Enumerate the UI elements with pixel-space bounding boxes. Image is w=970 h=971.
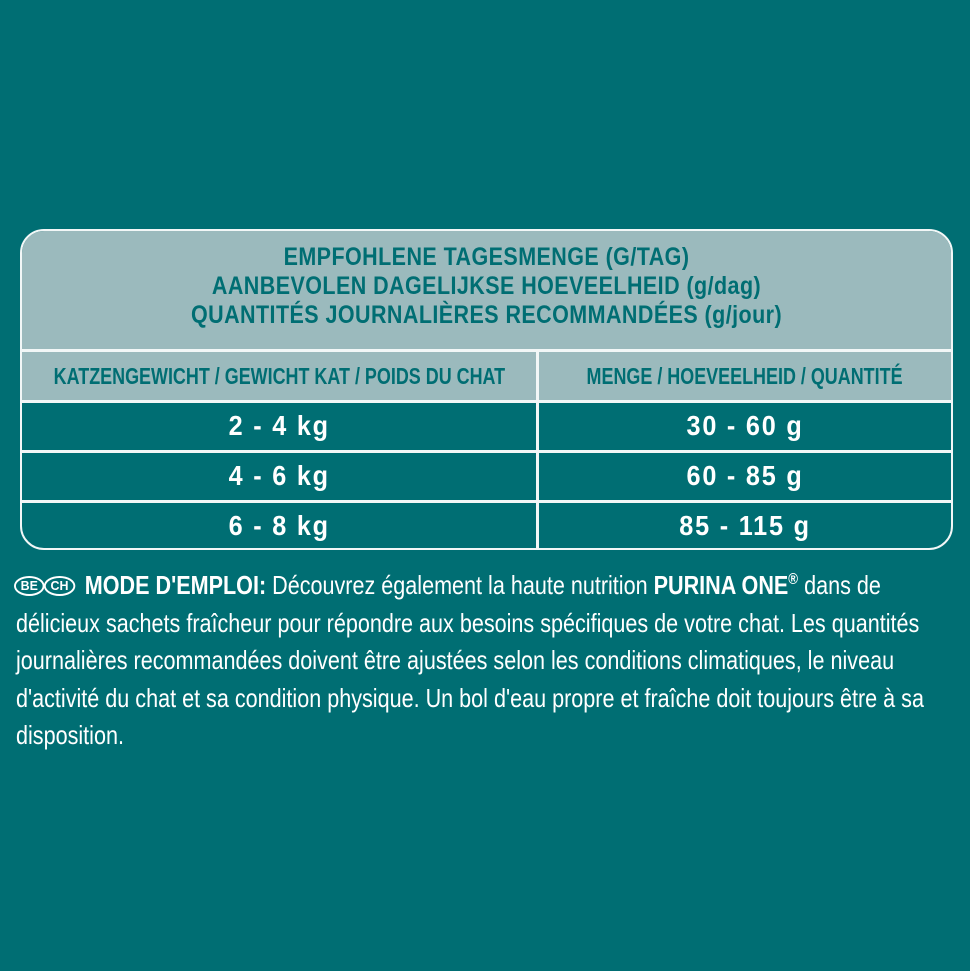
column-header-amount (539, 352, 951, 400)
amount-value: 60 - 85 g (686, 460, 804, 491)
feeding-table-title (22, 231, 951, 349)
weight-value: 2 - 4 kg (228, 410, 330, 441)
table-cell-amount (539, 452, 951, 500)
amount-value: 85 - 115 g (679, 510, 811, 541)
column-header-weight-label: KATZENGEWICHT / GEWICHT KAT / POIDS DU CHAT (53, 362, 505, 389)
table-cell-amount (539, 502, 951, 550)
table-cell-weight (22, 502, 536, 550)
amount-value: 30 - 60 g (686, 410, 804, 441)
instructions-text-continued: dans de délicieux sachets fraîcheur pour répondre aux besoins spécifiques de votre chat. Les quantités journalières recommandées doivent être ajustées selon les conditions climatiques, le niveau d'activité du chat et sa condition physique. Un bol d'eau propre et fraîche doit toujours être à sa disposition. (16, 570, 924, 750)
brand-name: PURINA ONE (653, 570, 789, 600)
instructions-paragraph (16, 561, 962, 755)
country-badges (16, 570, 76, 600)
country-badge-be: BE (14, 576, 45, 596)
title-line-french: QUANTITÉS JOURNALIÈRES RECOMMANDÉES (g/jour) (190, 301, 783, 329)
table-cell-amount (539, 402, 951, 450)
feeding-table (20, 229, 953, 550)
instructions-heading: MODE D'EMPLOI: (84, 570, 267, 600)
title-line-german: EMPFOHLENE TAGESMENGE (G/TAG) (283, 243, 690, 271)
country-badge-ch: CH (44, 576, 75, 596)
instructions-text: Découvrez également la haute nutrition (266, 570, 654, 600)
column-header-weight (22, 352, 536, 400)
weight-value: 6 - 8 kg (228, 510, 330, 541)
registered-mark: ® (788, 571, 799, 588)
column-header-amount-label: MENGE / HOEVEELHEID / QUANTITÉ (586, 362, 903, 389)
title-line-dutch: AANBEVOLEN DAGELIJKSE HOEVEELHEID (g/dag) (211, 272, 762, 300)
table-cell-weight (22, 452, 536, 500)
table-cell-weight (22, 402, 536, 450)
weight-value: 4 - 6 kg (228, 460, 330, 491)
column-divider (536, 349, 539, 548)
